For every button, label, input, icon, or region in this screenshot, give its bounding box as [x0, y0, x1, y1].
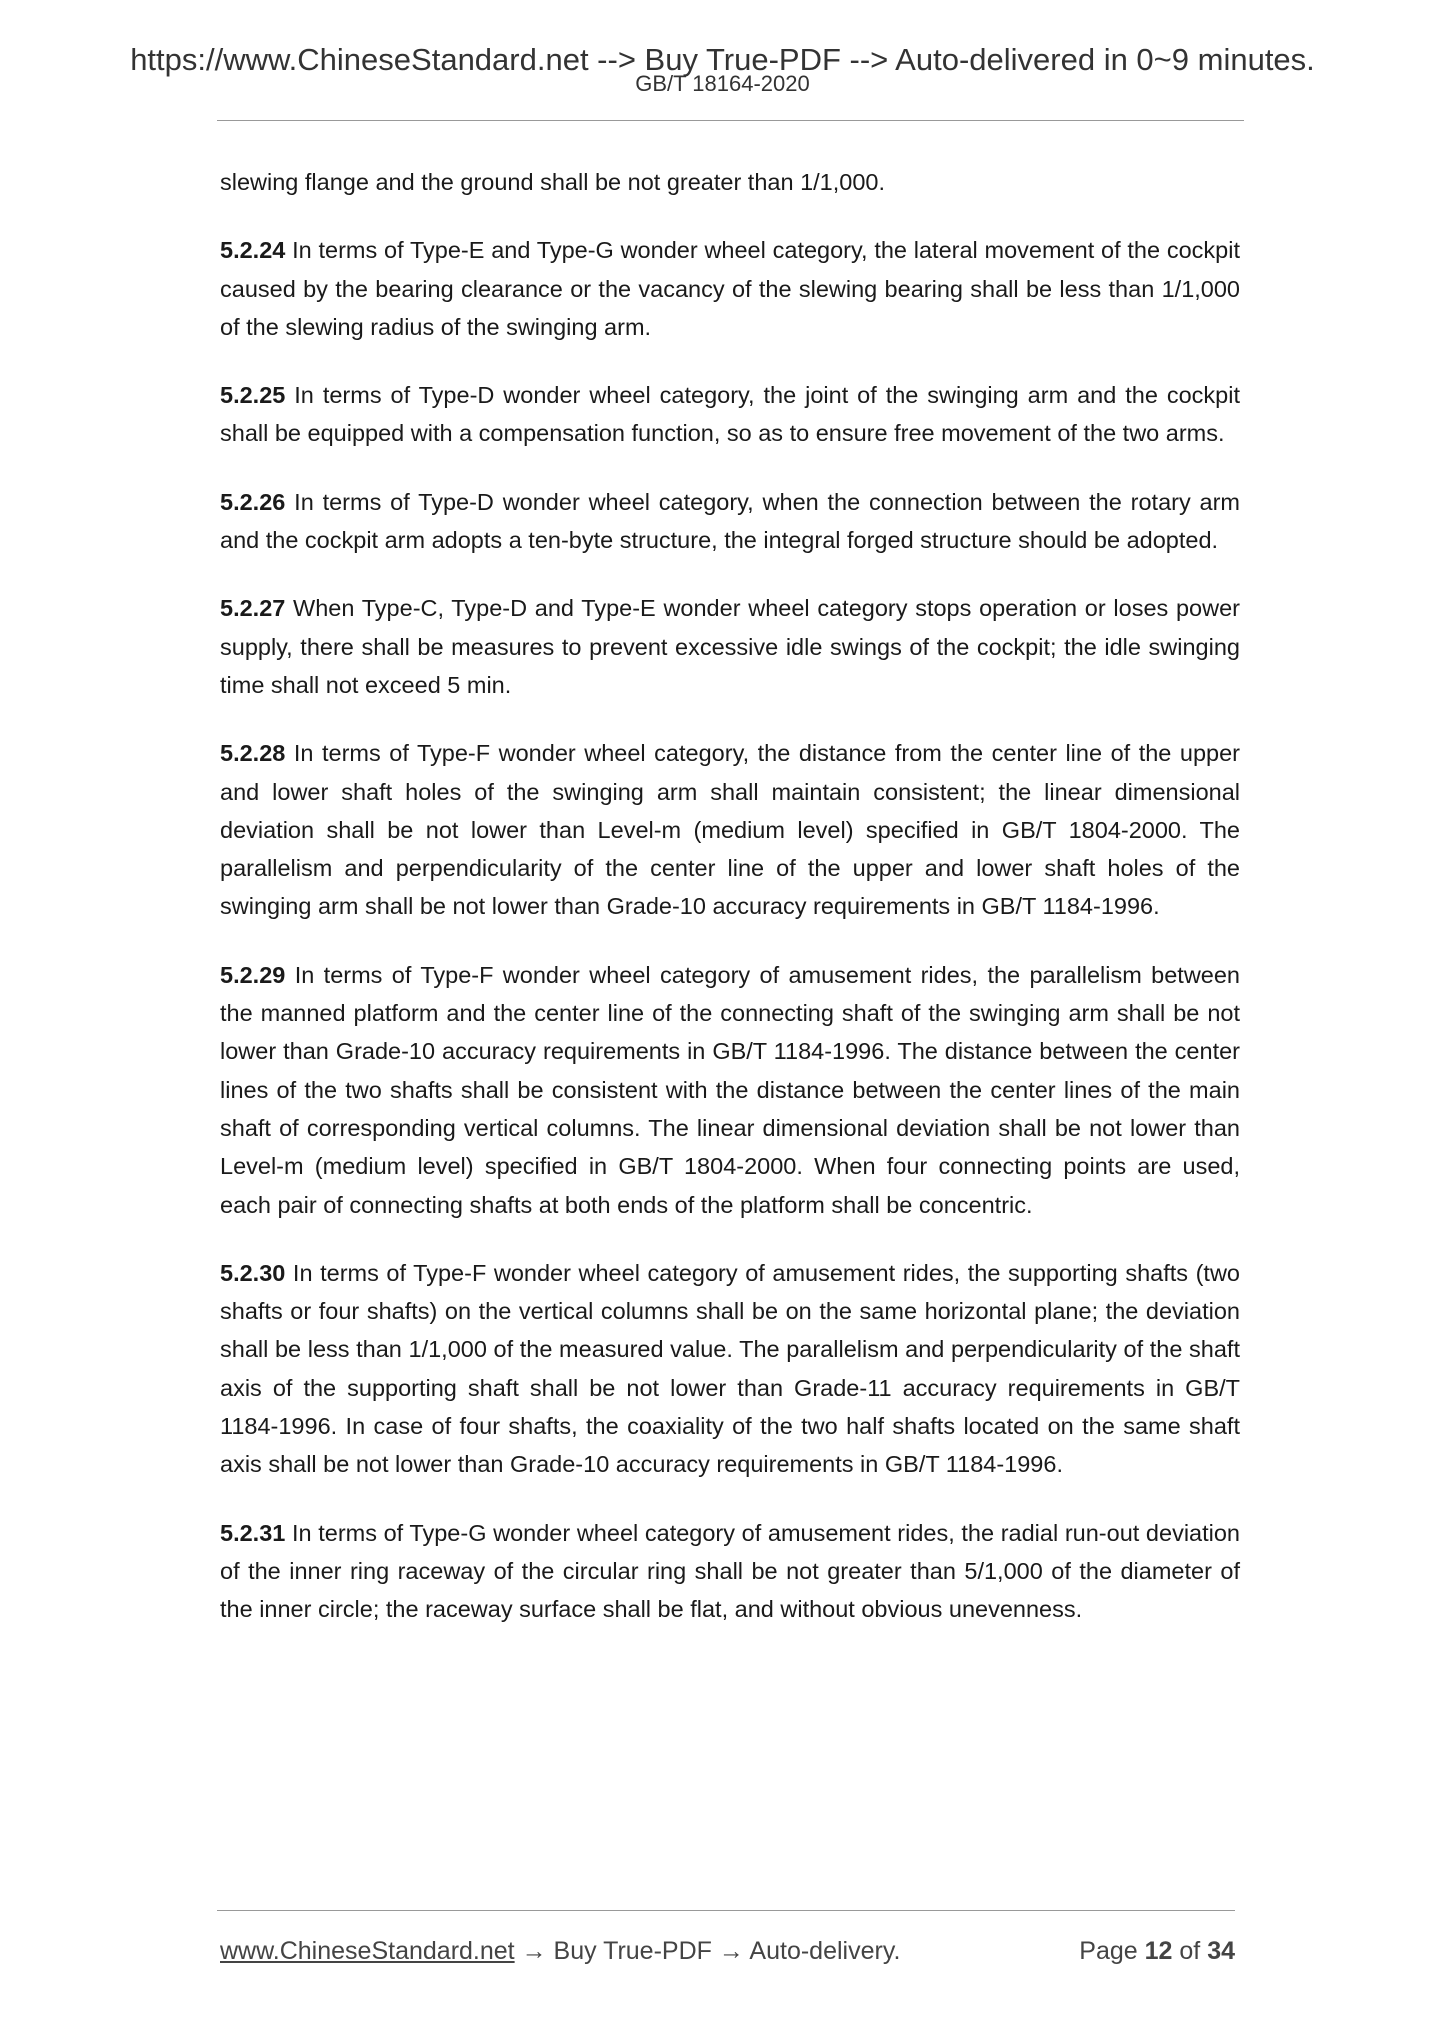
clause-number: 5.2.31 — [220, 1519, 286, 1546]
footer-buy-text: Buy True-PDF — [553, 1937, 712, 1965]
footer-promo — [220, 1935, 900, 1967]
arrow-right-icon: → — [514, 1937, 554, 1965]
clause-number: 5.2.25 — [220, 382, 286, 409]
clause-number: 5.2.24 — [220, 237, 286, 264]
paragraph-continued — [220, 163, 1240, 201]
clause-5-2-26 — [220, 483, 1240, 560]
clause-number: 5.2.29 — [220, 961, 286, 988]
clause-number: 5.2.26 — [220, 488, 286, 515]
of-label: of — [1179, 1937, 1201, 1965]
footer-site-link[interactable]: www.ChineseStandard.net — [220, 1937, 515, 1965]
clause-5-2-28 — [220, 734, 1240, 925]
footer-delivery-text: Auto-delivery. — [749, 1937, 901, 1965]
clause-5-2-29 — [220, 956, 1240, 1224]
arrow-right-icon: → — [711, 1937, 750, 1965]
clause-text: In terms of Type-D wonder wheel category, the joint of the swinging arm and the cockpit shall be equipped with a compensation function, so as to ensure free movement of the two arms. — [220, 382, 1240, 447]
page-number — [1079, 1935, 1235, 1967]
footer-divider — [217, 1910, 1235, 1911]
header-divider — [217, 120, 1244, 121]
clause-text: In terms of Type-E and Type-G wonder wheel category, the lateral movement of the cockpit caused by the bearing clearance or the vacancy of the slewing bearing shall be less than 1/1,000 of the slewing radius of the swinging arm. — [220, 237, 1240, 340]
clause-5-2-27 — [220, 589, 1240, 704]
standard-code: GB/T 18164-2020 — [635, 71, 810, 96]
page-total: 34 — [1207, 1937, 1235, 1965]
page-label: Page — [1079, 1937, 1138, 1965]
clause-number: 5.2.27 — [220, 595, 286, 622]
clause-text: In terms of Type-D wonder wheel category, when the connection between the rotary arm and the cockpit arm adopts a ten-byte structure, the integral forged structure should be adopted. — [220, 488, 1240, 554]
clause-text: In terms of Type-G wonder wheel category of amusement rides, the radial run-out deviation of the inner ring raceway of the circular ring shall be not greater than 5/1,000 of the diameter of the inner circle; the raceway surface shall be flat, and without obvious unevenness. — [220, 1519, 1240, 1623]
document-body — [220, 163, 1240, 1659]
clause-text: In terms of Type-F wonder wheel category of amusement rides, the parallelism between the manned platform and the center line of the connecting shaft of the swinging arm shall be not lower than Grade-10 accuracy requirements in GB/T 1184-1996. The distance between the center lines of the two shafts shall be consistent with the distance between the center lines of the main shaft of corresponding vertical columns. The linear dimensional deviation shall be not lower than Level-m (medium level) specified in GB/T 1804-2000. When four connecting points are used, each pair of connecting shafts at both ends of the platform shall be concentric. — [220, 961, 1240, 1218]
clause-5-2-25 — [220, 376, 1240, 453]
clause-number: 5.2.28 — [220, 740, 286, 767]
clause-number: 5.2.30 — [220, 1259, 286, 1286]
clause-5-2-30 — [220, 1254, 1240, 1484]
clause-text: In terms of Type-F wonder wheel category of amusement rides, the supporting shafts (two shafts or four shafts) on the vertical columns shall be on the same horizontal plane; the deviation shall be less than 1/1,000 of the measured value. The parallelism and perpendicularity of the shaft axis of the supporting shaft shall be not lower than Grade-11 accuracy requirements in GB/T 1184-1996. In case of four shafts, the coaxiality of the two half shafts located on the same shaft axis shall be not lower than Grade-10 accuracy requirements in GB/T 1184-1996. — [220, 1259, 1240, 1478]
page-current: 12 — [1144, 1937, 1173, 1965]
clause-text: In terms of Type-F wonder wheel category, the distance from the center line of the upper and lower shaft holes of the swinging arm shall maintain consistent; the linear dimensional deviation shall be not lower than Level-m (medium level) specified in GB/T 1804-2000. The parallelism and perpendicularity of the center line of the upper and lower shaft holes of the swinging arm shall be not lower than Grade-10 accuracy requirements in GB/T 1184-1996. — [220, 740, 1240, 920]
page-footer — [220, 1935, 1235, 1967]
clause-5-2-31 — [220, 1514, 1240, 1629]
paragraph-text: slewing flange and the ground shall be not greater than 1/1,000. — [220, 169, 886, 195]
header-banner[interactable]: https://www.ChineseStandard.net --> Buy True-PDF --> Auto-delivered in 0~9 minutes. — [130, 42, 1315, 77]
clause-text: When Type-C, Type-D and Type-E wonder wheel category stops operation or loses power supply, there shall be measures to prevent excessive idle swings of the cockpit; the idle swinging time shall not exceed 5 min. — [220, 595, 1240, 698]
clause-5-2-24 — [220, 231, 1240, 346]
